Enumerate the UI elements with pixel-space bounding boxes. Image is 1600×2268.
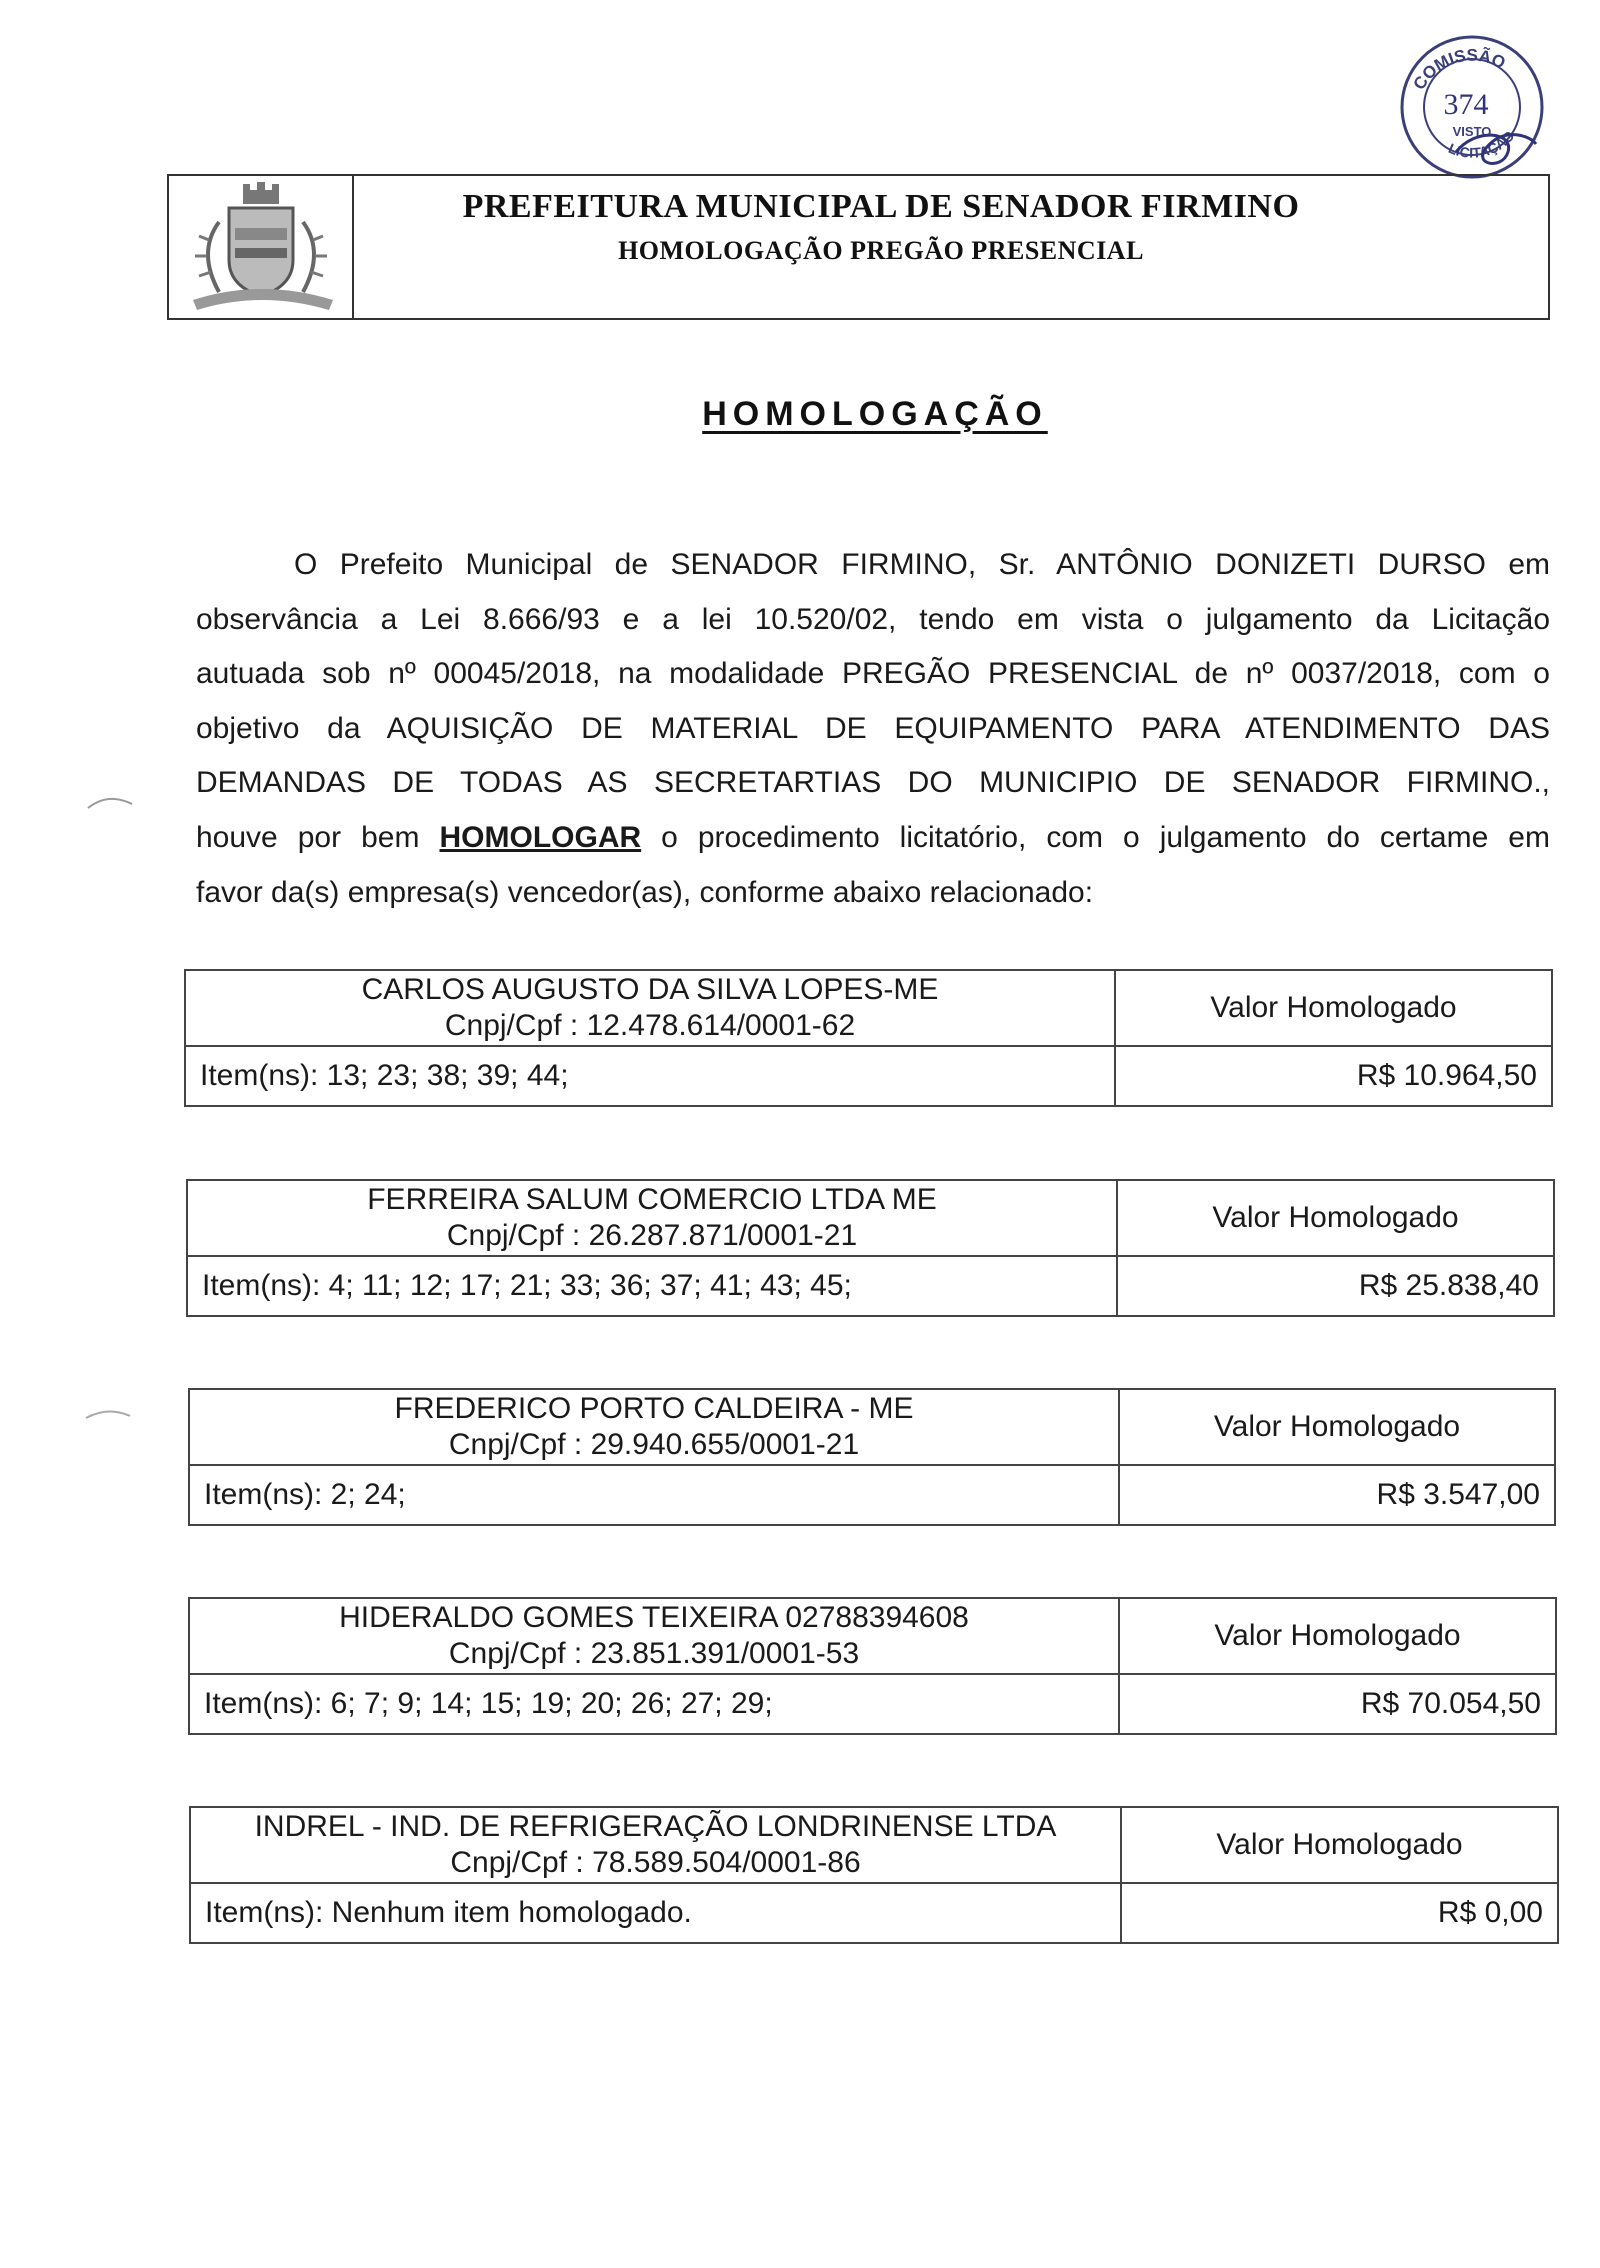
vendor-amount: R$ 0,00 bbox=[1121, 1883, 1558, 1943]
body-text: houve por bem bbox=[196, 820, 420, 854]
vendor-name-cell bbox=[190, 1807, 1121, 1883]
stamp-middle-text: VISTO bbox=[1452, 124, 1492, 139]
vendor-cnpj: Cnpj/Cpf : 78.589.504/0001-86 bbox=[450, 1846, 861, 1879]
body-line: objetivo da AQUISIÇÃO DE MATERIAL DE EQUIPAMENTO PARA ATENDIMENTO DAS bbox=[196, 711, 1550, 745]
body-line: favor da(s) empresa(s) vencedor(as), conforme abaixo relacionado: bbox=[196, 875, 1094, 909]
vendor-amount: R$ 25.838,40 bbox=[1117, 1256, 1554, 1316]
vendor-items: Item(ns): 4; 11; 12; 17; 21; 33; 36; 37; 41; 43; 45; bbox=[187, 1256, 1117, 1316]
body-line: O Prefeito Municipal de SENADOR FIRMINO, Sr. ANTÔNIO DONIZETI DURSO em bbox=[294, 548, 1550, 581]
value-label: Valor Homologado bbox=[1119, 1389, 1555, 1465]
vendor-table bbox=[186, 1179, 1555, 1317]
vendor-name-cell bbox=[187, 1180, 1117, 1256]
stamp-bottom-text: LICITAÇÃO bbox=[1446, 127, 1518, 161]
vendor-cnpj: Cnpj/Cpf : 26.287.871/0001-21 bbox=[446, 1219, 858, 1252]
document-title: HOMOLOGAÇÃO bbox=[702, 395, 1048, 433]
stamp-number: 374 bbox=[1443, 88, 1489, 121]
margin-mark bbox=[84, 1404, 134, 1424]
vendor-name-cell bbox=[185, 970, 1115, 1046]
vendor-name: HIDERALDO GOMES TEIXEIRA 02788394608 bbox=[339, 1601, 969, 1634]
header-title: PREFEITURA MUNICIPAL DE SENADOR FIRMINO bbox=[462, 188, 1300, 225]
vendor-items: Item(ns): Nenhum item homologado. bbox=[190, 1883, 1121, 1943]
value-label: Valor Homologado bbox=[1119, 1598, 1556, 1674]
vendor-table bbox=[184, 969, 1553, 1107]
homologar-emphasis: HOMOLOGAR bbox=[439, 820, 642, 854]
header-subtitle: HOMOLOGAÇÃO PREGÃO PRESENCIAL bbox=[618, 236, 1144, 265]
vendor-name-cell bbox=[189, 1389, 1119, 1465]
vendor-cnpj: Cnpj/Cpf : 12.478.614/0001-62 bbox=[444, 1009, 856, 1042]
vendor-table bbox=[188, 1597, 1557, 1735]
vendor-items: Item(ns): 13; 23; 38; 39; 44; bbox=[185, 1046, 1115, 1106]
body-paragraph bbox=[196, 538, 1550, 920]
vendor-items: Item(ns): 6; 7; 9; 14; 15; 19; 20; 26; 27; 29; bbox=[189, 1674, 1119, 1734]
vendor-cnpj: Cnpj/Cpf : 29.940.655/0001-21 bbox=[448, 1428, 860, 1461]
vendor-table bbox=[189, 1806, 1559, 1944]
vendor-name-cell bbox=[189, 1598, 1119, 1674]
vendor-items: Item(ns): 2; 24; bbox=[189, 1465, 1119, 1525]
margin-mark bbox=[86, 790, 136, 814]
vendor-name: CARLOS AUGUSTO DA SILVA LOPES-ME bbox=[361, 973, 939, 1006]
vendor-name: FREDERICO PORTO CALDEIRA - ME bbox=[394, 1392, 914, 1425]
vendor-cnpj: Cnpj/Cpf : 23.851.391/0001-53 bbox=[448, 1637, 860, 1670]
svg-text:COMISSÃO bbox=[1409, 45, 1508, 93]
vendor-amount: R$ 70.054,50 bbox=[1119, 1674, 1556, 1734]
commission-stamp bbox=[1396, 32, 1548, 182]
vendor-amount: R$ 3.547,00 bbox=[1119, 1465, 1555, 1525]
body-text: o procedimento licitatório, com o julgamento do certame em bbox=[661, 820, 1550, 854]
value-label: Valor Homologado bbox=[1117, 1180, 1554, 1256]
value-label: Valor Homologado bbox=[1115, 970, 1552, 1046]
body-line: autuada sob nº 00045/2018, na modalidade PREGÃO PRESENCIAL de nº 0037/2018, com o bbox=[196, 657, 1550, 691]
body-line: DEMANDAS DE TODAS AS SECRETARTIAS DO MUNICIPIO DE SENADOR FIRMINO., bbox=[196, 766, 1550, 800]
body-line-homologar bbox=[196, 811, 1550, 866]
value-label: Valor Homologado bbox=[1121, 1807, 1558, 1883]
stamp-top-text: COMISSÃO bbox=[1409, 45, 1509, 94]
vendor-amount: R$ 10.964,50 bbox=[1115, 1046, 1552, 1106]
vendor-name: FERREIRA SALUM COMERCIO LTDA ME bbox=[367, 1183, 937, 1216]
vendor-table bbox=[188, 1388, 1556, 1526]
body-line: observância a Lei 8.666/93 e a lei 10.520/02, tendo em vista o julgamento da Licitação bbox=[196, 602, 1550, 636]
vendor-name: INDREL - IND. DE REFRIGERAÇÃO LONDRINENSE LTDA bbox=[254, 1810, 1057, 1843]
